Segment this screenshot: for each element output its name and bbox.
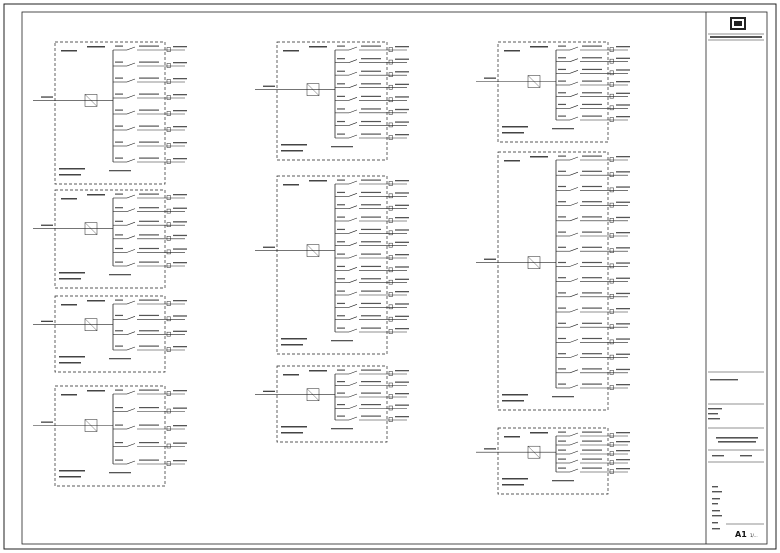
feeder-circuit — [113, 315, 187, 321]
panel-p4 — [33, 386, 187, 486]
feeder-circuit — [113, 158, 187, 164]
sheet-inner-border — [22, 12, 767, 544]
feeder-circuit — [556, 81, 630, 87]
feeder-circuit — [113, 346, 187, 352]
feeder-circuit — [113, 110, 187, 116]
feeder-circuit — [335, 404, 409, 410]
feeder-circuit — [335, 58, 409, 64]
panel-p6 — [255, 176, 409, 354]
feeder-circuit — [335, 121, 409, 127]
feeder-circuit — [335, 192, 409, 198]
feeder-circuit — [113, 390, 187, 396]
feeder-circuit — [113, 46, 187, 52]
feeder-circuit — [556, 353, 630, 359]
feeder-circuit — [556, 92, 630, 98]
feeder-circuit — [556, 277, 630, 283]
feeder-circuit — [335, 180, 409, 186]
feeder-circuit — [113, 407, 187, 413]
feeder-circuit — [556, 368, 630, 374]
feeder-circuit — [556, 384, 630, 390]
panel-p5 — [255, 42, 409, 160]
feeder-circuit — [335, 71, 409, 77]
feeder-circuit — [556, 232, 630, 238]
panel-p9 — [476, 152, 630, 410]
drawing-number: A1 — [735, 530, 747, 539]
feeder-circuit — [113, 425, 187, 431]
feeder-circuit — [335, 291, 409, 297]
feeder-circuit — [335, 266, 409, 272]
feeder-circuit — [556, 201, 630, 207]
feeder-circuit — [556, 69, 630, 75]
feeder-circuit — [335, 229, 409, 235]
feeder-circuit — [335, 303, 409, 309]
feeder-circuit — [556, 441, 630, 447]
sheet-outer-border — [4, 4, 776, 549]
feeder-circuit — [113, 94, 187, 100]
feeder-circuit — [113, 207, 187, 213]
feeder-circuit — [335, 328, 409, 334]
feeder-circuit — [335, 204, 409, 210]
feeder-circuit — [556, 216, 630, 222]
feeder-circuit — [335, 96, 409, 102]
title-block-rows — [712, 486, 722, 529]
feeder-circuit — [556, 262, 630, 268]
feeder-circuit — [556, 292, 630, 298]
feeder-circuit — [556, 459, 630, 465]
feeder-circuit — [556, 156, 630, 162]
feeder-circuit — [113, 460, 187, 466]
panel-p8 — [476, 42, 630, 142]
feeder-circuit — [113, 221, 187, 227]
panel-p10 — [476, 428, 630, 494]
feeder-circuit — [335, 278, 409, 284]
feeder-circuit — [113, 330, 187, 336]
feeder-circuit — [556, 323, 630, 329]
feeder-circuit — [113, 126, 187, 132]
feeder-circuit — [556, 450, 630, 456]
feeder-circuit — [335, 46, 409, 52]
feeder-circuit — [556, 432, 630, 438]
feeder-circuit — [335, 370, 409, 376]
feeder-circuit — [556, 46, 630, 52]
feeder-circuit — [556, 104, 630, 110]
panel-p2 — [33, 190, 187, 288]
panel-p7 — [255, 366, 409, 442]
feeder-circuit — [335, 83, 409, 89]
distribution-panels — [33, 42, 630, 494]
feeder-circuit — [113, 234, 187, 240]
feeder-circuit — [113, 300, 187, 306]
feeder-circuit — [335, 108, 409, 114]
feeder-circuit — [335, 381, 409, 387]
feeder-circuit — [113, 78, 187, 84]
feeder-circuit — [335, 393, 409, 399]
feeder-circuit — [556, 247, 630, 253]
feeder-circuit — [113, 142, 187, 148]
feeder-circuit — [113, 194, 187, 200]
feeder-circuit — [335, 315, 409, 321]
feeder-circuit — [335, 254, 409, 260]
feeder-circuit — [556, 171, 630, 177]
feeder-circuit — [556, 57, 630, 63]
panel-p1 — [33, 42, 187, 184]
feeder-circuit — [113, 262, 187, 268]
sheet-count: 1/... — [750, 533, 758, 538]
feeder-circuit — [556, 308, 630, 314]
feeder-circuit — [335, 416, 409, 422]
feeder-circuit — [556, 338, 630, 344]
feeder-circuit — [556, 116, 630, 122]
feeder-circuit — [556, 186, 630, 192]
title-block — [706, 12, 764, 544]
feeder-circuit — [556, 468, 630, 474]
feeder-circuit — [335, 217, 409, 223]
panel-p3 — [33, 296, 187, 372]
feeder-circuit — [113, 442, 187, 448]
feeder-circuit — [113, 248, 187, 254]
feeder-circuit — [113, 62, 187, 68]
feeder-circuit — [335, 241, 409, 247]
feeder-circuit — [335, 134, 409, 140]
